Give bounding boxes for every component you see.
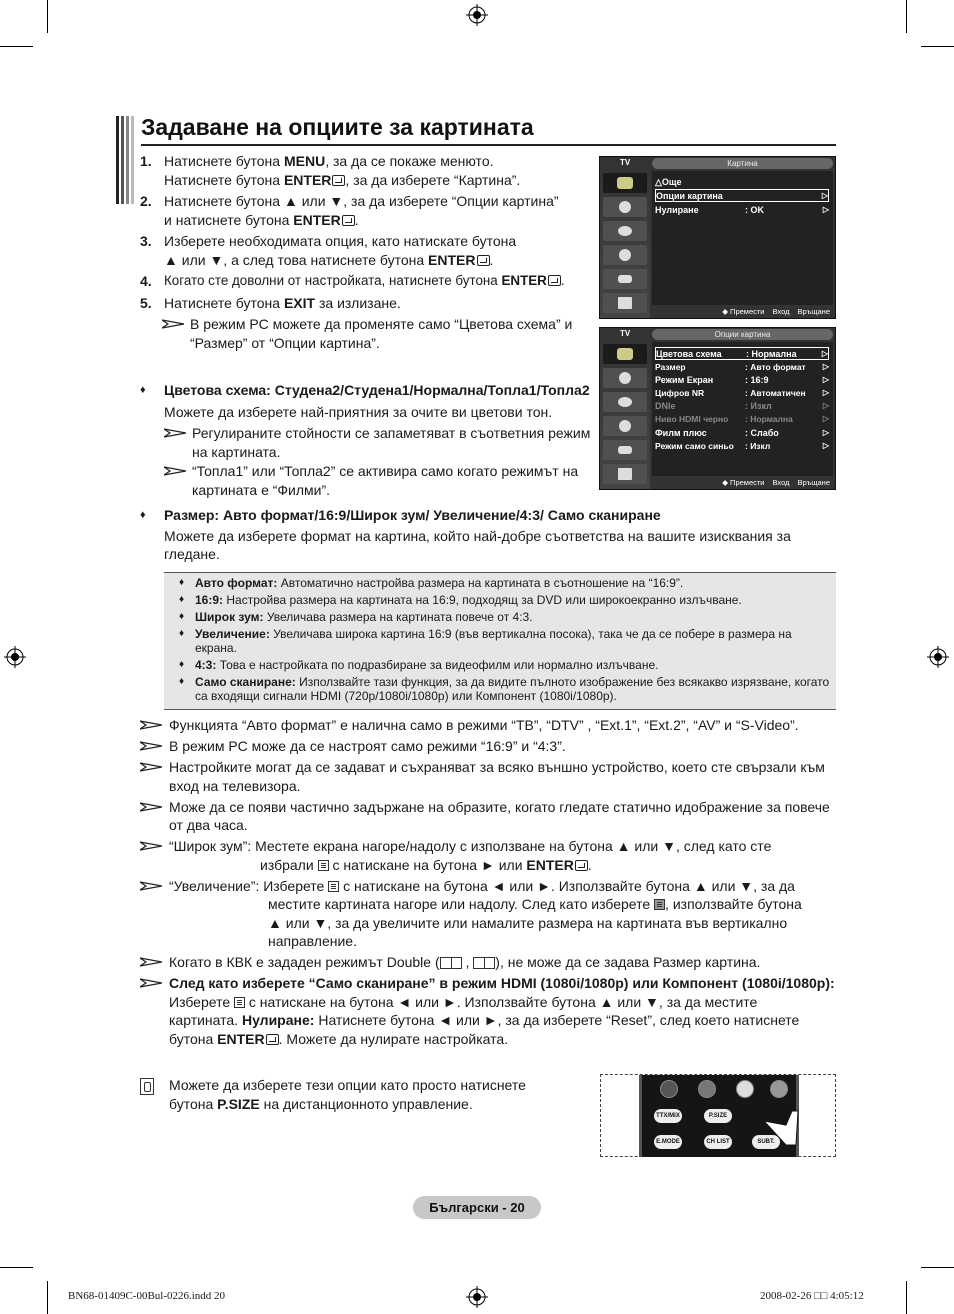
remote-control-illustration — [600, 1074, 836, 1157]
list-item: ♦ Широк зум: Увеличава размера на картината повече от 4:3. — [168, 610, 832, 624]
registration-mark-icon — [4, 646, 26, 668]
enter-icon — [548, 275, 561, 286]
memo-note: Можете да изберете тези опции като просто натиснете бутона P.SIZE на дистанционното управление. — [140, 1076, 570, 1114]
osd-row[interactable]: Режим Екран : 16:9 ▷ — [655, 374, 829, 385]
enter-icon — [266, 1034, 279, 1045]
steps-list — [140, 152, 590, 352]
note: В режим PC може да се настроят само режими “16:9” и “4:3”. — [140, 737, 840, 756]
size-options-box — [164, 572, 836, 710]
picture-icon[interactable] — [603, 344, 647, 364]
note: “Увеличение”: Изберете с натискане на бутона ◄ или ►. Използвайте бутона ▲ или ▼, за да местите картината нагоре или надолу. След като изберете , използвайте бутона ▲ или ▼, за да увеличите или намалите размера на картината във вертикално направление. — [140, 877, 840, 951]
bullet-icon: ♦ — [140, 384, 146, 396]
step-4: 4. Когато сте доволни от настройката, натиснете бутона ENTER . — [140, 273, 565, 289]
note: Когато в КВК е зададен режимът Double ( , ), не може да се задава Размер картина. — [140, 953, 840, 972]
setup-icon[interactable] — [603, 245, 647, 265]
crop-mark — [0, 46, 33, 47]
list-item: ♦ Авто формат: Автоматично настройва размера на картината в съотношение на “16:9”. — [168, 576, 832, 590]
crop-mark — [0, 1267, 33, 1268]
input-icon[interactable] — [603, 269, 647, 289]
note-arrow-icon — [140, 737, 169, 756]
note-arrow-icon — [164, 462, 192, 499]
subt-button[interactable]: SUBT. — [752, 1135, 780, 1149]
menu-box-icon — [318, 860, 329, 871]
application-icon[interactable] — [603, 464, 647, 484]
osd-row[interactable]: △Още — [655, 177, 682, 187]
osd-header: Опции картина — [652, 329, 833, 340]
title-decoration — [116, 116, 134, 204]
position-icon — [654, 899, 665, 910]
enter-icon — [332, 175, 345, 186]
note-arrow-icon — [140, 758, 169, 795]
menu-box-icon — [234, 997, 245, 1008]
crop-mark — [906, 0, 907, 33]
note-arrow-icon — [140, 877, 169, 951]
blue-button[interactable] — [770, 1080, 788, 1098]
registration-mark-icon — [927, 646, 949, 668]
osd-row-selected[interactable]: Опции картина ▷ — [656, 190, 828, 201]
print-footer-left: BN68-01409C-00Bul-0226.indd 20 — [68, 1290, 226, 1302]
step-1: 1. Натиснете бутона MENU, за да се покаже менюто. Натиснете бутона ENTER , за да изберете “Картина”. — [140, 153, 521, 188]
bullet-icon: ♦ — [178, 594, 185, 605]
step-5: 5. Натиснете бутона EXIT за излизане. — [140, 294, 401, 311]
color-scheme-section: ♦ Цветова схема: Студена2/Студена1/Нормална/Топла1/Топла2 Можете да изберете най-приятния за очите ви цветови тон. Регулираните стойности се запаметяват в съответния режим на картината. “Топла1” или “Топла2” се активира само когато режимът на картината е “Филми”. — [140, 381, 840, 499]
memo-icon — [140, 1078, 154, 1095]
input-icon[interactable] — [603, 440, 647, 460]
crop-mark — [906, 1281, 907, 1314]
page-title: Задаване на опциите за картината — [141, 114, 534, 140]
yellow-button[interactable] — [736, 1080, 754, 1098]
application-icon[interactable] — [603, 293, 647, 313]
crop-mark — [921, 1267, 954, 1268]
bullet-icon: ♦ — [178, 577, 185, 588]
red-button[interactable] — [660, 1080, 678, 1098]
osd-row[interactable]: Филм плюс : Слабо ▷ — [655, 427, 829, 438]
note: Може да се появи частично задържане на образите, когато гледате статично идображение за повече от два часа. — [140, 798, 840, 835]
osd-row-selected[interactable]: Цветова схема : Нормална ▷ — [656, 348, 828, 359]
e-mode-button[interactable]: E.MODE — [654, 1135, 682, 1149]
crop-mark — [47, 1281, 48, 1314]
osd-footer: ◆ Премести Вход Връщане — [722, 307, 830, 316]
note: “Топла1” или “Топла2” се активира само когато режимът на картината е “Филми”. — [164, 462, 594, 499]
ttx-mix-button[interactable]: TTX/MIX — [654, 1109, 682, 1123]
note-arrow-icon — [162, 315, 190, 352]
print-footer-right: 2008-02-26 □□ 4:05:12 — [760, 1290, 864, 1302]
osd-row[interactable]: Размер : Авто формат ▷ — [655, 361, 829, 372]
step-2: 2. Натиснете бутона ▲ или ▼, за да изберете “Опции картина” и натиснете бутона ENTER . — [140, 193, 559, 228]
note-arrow-icon — [140, 837, 169, 874]
step-3: 3. Изберете необходимата опция, като натискате бутона ▲ или ▼, а след това натиснете бутона ENTER . — [140, 233, 517, 268]
enter-icon — [477, 255, 490, 266]
bullet-icon: ♦ — [178, 676, 185, 687]
green-button[interactable] — [698, 1080, 716, 1098]
channel-icon[interactable] — [603, 392, 647, 412]
list-item: ♦ 16:9: Настройва размера на картината на 16:9, подходящ за DVD или широкоекранно излъчване. — [168, 593, 832, 607]
registration-mark-icon — [466, 1286, 488, 1308]
note: Настройките могат да се задават и съхраняват за всяко външно устройство, което сте свързали към вход на телевизора. — [140, 758, 840, 795]
ch-list-button[interactable]: CH LIST — [704, 1135, 732, 1149]
enter-icon — [342, 215, 355, 226]
sound-icon[interactable] — [603, 197, 647, 217]
size-section: ♦ Размер: Авто формат/16:9/Широк зум/ Увеличение/4:3/ Само сканиране Можете да изберете формат на картина, който най-добре съответства на вашите изисквания за гледане. — [140, 507, 791, 562]
setup-icon[interactable] — [603, 416, 647, 436]
osd-row[interactable]: DNIe : Изкл ▷ — [655, 400, 829, 411]
hand-pointer-icon — [762, 1105, 804, 1145]
note-arrow-icon — [164, 424, 192, 461]
osd-picture-options-menu: TV Опции картина Цветова схема : Нормална ▷ Размер : Авто формат ▷ Режим Екран : 16:9 ▷ Цифров NR : Автоматичен ▷ DNIe : Изкл ▷ Ниво HDMI черно : Нормална ▷ Филм плюс : Слабо ▷ Режим само синьо : Изкл ▷ ◆ Премести Вход Връщане — [599, 327, 836, 490]
osd-row[interactable]: Режим само синьо : Изкл ▷ — [655, 440, 829, 451]
note-arrow-icon — [140, 953, 169, 972]
note: В режим PC можете да променяте само “Цветова схема” и “Размер” от “Опции картина”. — [162, 315, 590, 352]
picture-icon[interactable] — [603, 173, 647, 193]
double-screen-icon — [440, 957, 462, 969]
note: Регулираните стойности се запаметяват в съответния режим на картината. — [164, 424, 594, 461]
note: “Широк зум”: Местете екрана нагоре/надолу с използване на бутона ▲ или ▼, след като сте избрали с натискане на бутона ► или ENTER . — [140, 837, 840, 874]
double-screen-icon — [473, 957, 495, 969]
channel-icon[interactable] — [603, 221, 647, 241]
enter-icon — [575, 860, 588, 871]
bullet-icon: ♦ — [178, 628, 185, 639]
crop-mark — [921, 46, 954, 47]
registration-mark-icon — [466, 4, 488, 26]
note: След като изберете “Само сканиране” в режим HDMI (1080i/1080p) или Компонент (1080i/1080p): Изберете с натискане на бутона ◄ или ►. Използвайте бутона ▲ или ▼, за да местите картината. Нулиране: Натиснете бутона ◄ или ►, за да изберете “Reset”, след което натиснете бутона ENTER . Можете да нулирате настройката. — [140, 974, 840, 1048]
list-item: ♦ 4:3: Това е настройката по подразбиране за видеофилм или нормално излъчване. — [168, 658, 832, 672]
note-arrow-icon — [140, 716, 169, 735]
list-item: ♦ Увеличение: Увеличава широка картина 16:9 (във вертикална посока), така че да се побере в размера на екрана. — [168, 627, 832, 655]
osd-footer: ◆ Премести Вход Връщане — [722, 478, 830, 487]
osd-row[interactable]: Цифров NR : Автоматичен ▷ — [655, 387, 829, 398]
osd-header: Картина — [652, 158, 833, 169]
bullet-icon: ♦ — [178, 659, 185, 670]
notes-list — [140, 716, 840, 1051]
osd-picture-menu: TV Картина △Още Опции картина ▷ Нулиране : OK ▷ ◆ Премести Вход Връщане — [599, 156, 836, 319]
menu-box-icon — [328, 881, 339, 892]
title-underline — [141, 144, 836, 146]
sound-icon[interactable] — [603, 368, 647, 388]
note: Функцията “Авто формат” е налична само в режими “ТВ”, “DTV” , “Ext.1”, “Ext.2”, “AV” и “S-Video”. — [140, 716, 840, 735]
bullet-icon: ♦ — [140, 509, 146, 521]
note-arrow-icon — [140, 974, 169, 1048]
bullet-icon: ♦ — [178, 611, 185, 622]
osd-row[interactable]: Ниво HDMI черно : Нормална ▷ — [655, 413, 829, 424]
crop-mark — [47, 0, 48, 33]
osd-row[interactable]: Нулиране : OK ▷ — [655, 204, 829, 215]
note-arrow-icon — [140, 798, 169, 835]
p-size-button[interactable]: P.SIZE — [704, 1109, 732, 1123]
list-item: ♦ Само сканиране: Използвайте тази функция, за да видите пълното изображение без всякакво изрязване, когато са входящи сигнали HDMI (720p/1080i/1080p) или Компонент (1080i/1080p). — [168, 675, 832, 703]
page-number-badge: Български - 20 — [413, 1196, 541, 1219]
